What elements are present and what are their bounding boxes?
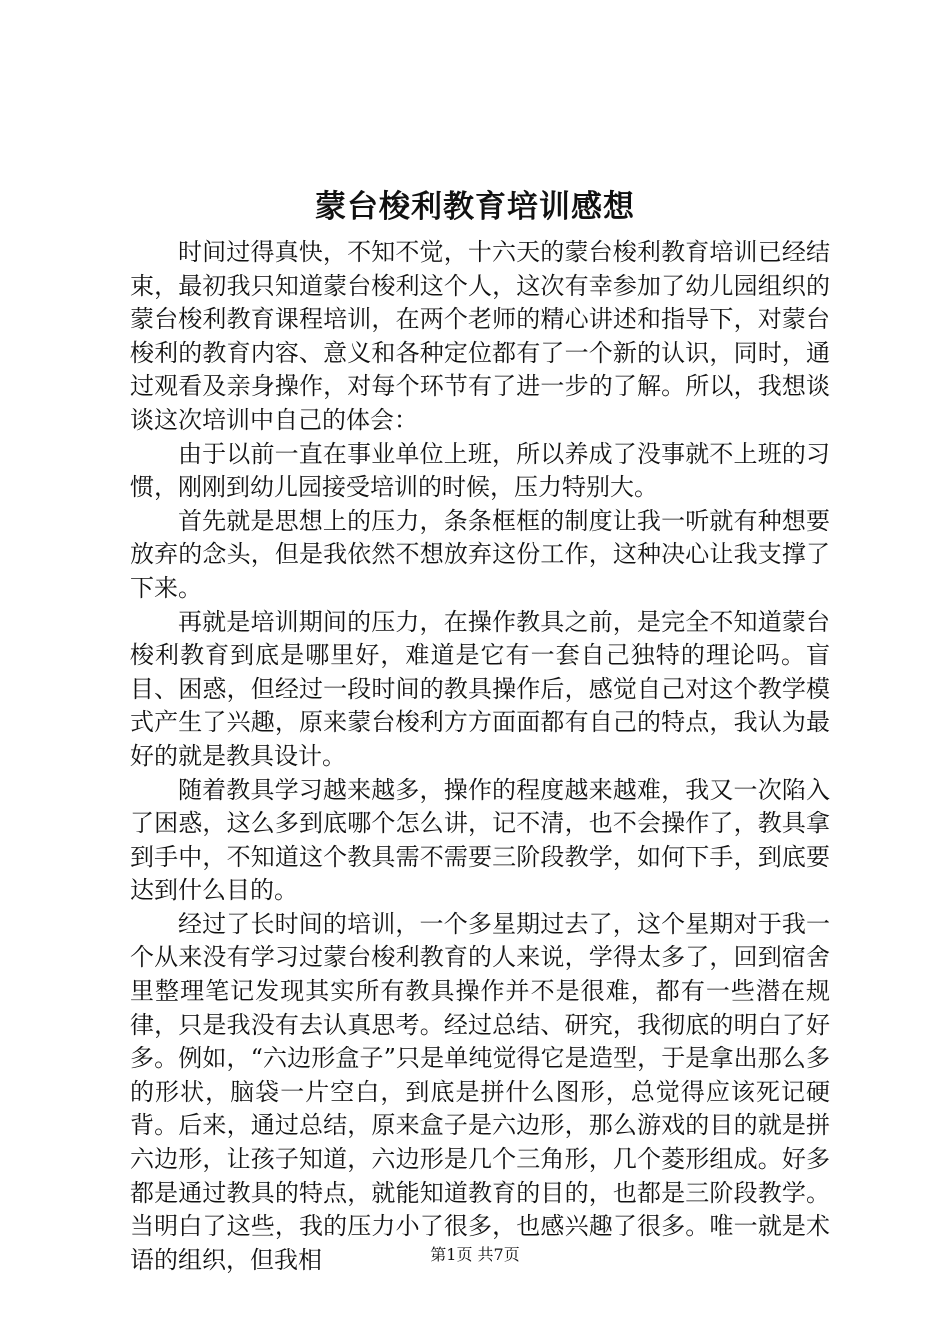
paragraph-2: 由于以前一直在事业单位上班，所以养成了没事就不上班的习惯，刚刚到幼儿园接受培训的时候，压力特别大。: [130, 439, 830, 502]
document-title: 蒙台梭利教育培训感想: [315, 189, 635, 225]
paragraph-4: 再就是培训期间的压力，在操作教具之前，是完全不知道蒙台梭利教育到底是哪里好，难道是它有一套自己独特的理论吗。盲目、困惑，但经过一段时间的教具操作后，感觉自己对这个教学模式产生了兴趣，原来蒙台梭利方方面面都有自己的特点，我认为最好的就是教具设计。: [130, 607, 830, 770]
paragraph-3: 首先就是思想上的压力，条条框框的制度让我一听就有种想要放弃的念头，但是我依然不想放弃这份工作，这种决心让我支撑了下来。: [130, 506, 830, 602]
page-number-footer: 第1页 共7页: [430, 1245, 520, 1264]
paragraph-6: 经过了长时间的培训，一个多星期过去了，这个星期对于我一个从来没有学习过蒙台梭利教育的人来说，学得太多了，回到宿舍里整理笔记发现其实所有教具操作并不是很难，都有一些潜在规律，只是我没有去认真思考。经过总结、研究，我彻底的明白了好多。例如，“六边形盒子”只是单纯觉得它是造型，于是拿出那么多的形状，脑袋一片空白，到底是拼什么图形，总觉得应该死记硬背。后来，通过总结，原来盒子是六边形，那么游戏的目的就是拼六边形，让孩子知道，六边形是几个三角形，几个菱形组成。好多都是通过教具的特点，就能知道教育的目的，也都是三阶段教学。当明白了这些，我的压力小了很多，也感兴趣了很多。唯一就是术语的组织，但我相: [130, 909, 830, 1274]
paragraph-1: 时间过得真快，不知不觉，十六天的蒙台梭利教育培训已经结束，最初我只知道蒙台梭利这个人，这次有幸参加了幼儿园组织的蒙台梭利教育课程培训，在两个老师的精心讲述和指导下，对蒙台梭利的教育内容、意义和各种定位都有了一个新的认识，同时，通过观看及亲身操作，对每个环节有了进一步的了解。所以，我想谈谈这次培训中自己的体会：: [130, 238, 830, 434]
document-body: [130, 236, 830, 1277]
paragraph-5: 随着教具学习越来越多，操作的程度越来越难，我又一次陷入了困惑，这么多到底哪个怎么讲，记不清，也不会操作了，教具拿到手中，不知道这个教具需不需要三阶段教学，如何下手，到底要达到什么目的。: [130, 775, 830, 905]
